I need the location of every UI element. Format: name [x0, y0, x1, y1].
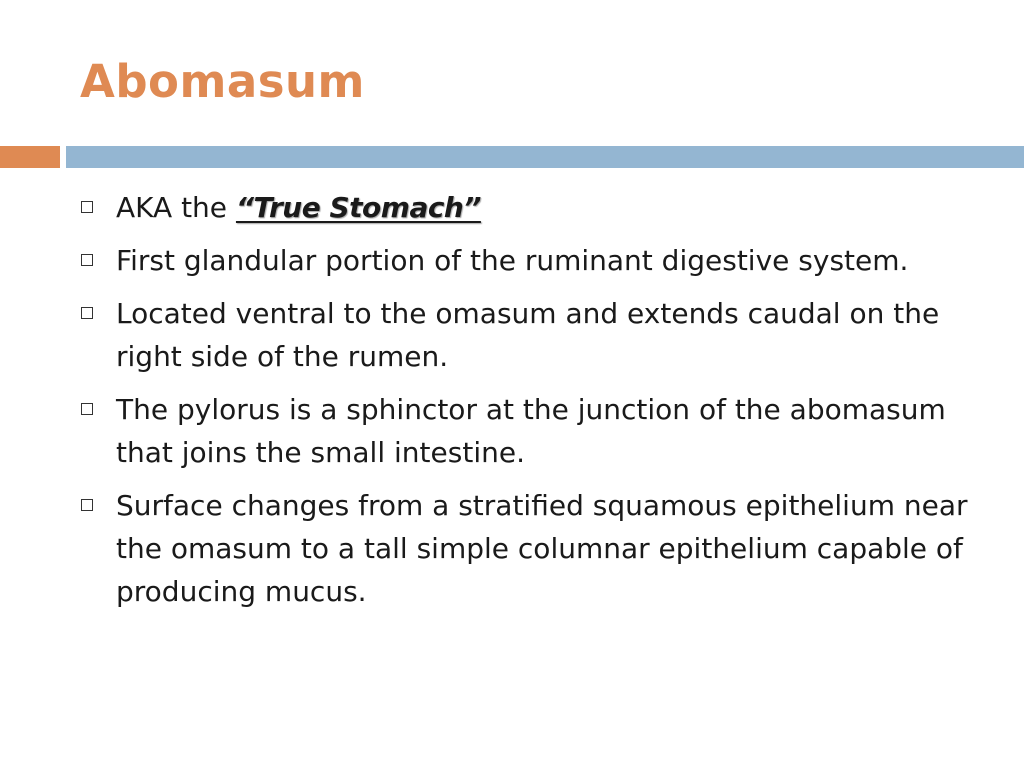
true-stomach-emphasis: “True Stomach” [235, 191, 481, 224]
bullet-list [0, 186, 1024, 623]
bullet-text: First glandular portion of the ruminant digestive system. [116, 244, 909, 277]
bullet-text: The pylorus is a sphinctor at the junction of the abomasum that joins the small intestine. [116, 393, 946, 469]
bullet-text: Located ventral to the omasum and extends caudal on the right side of the rumen. [116, 297, 940, 373]
bullet-item [0, 388, 1024, 474]
slide-title: Abomasum [80, 55, 365, 108]
bullet-item [0, 484, 1024, 613]
bullet-item [0, 239, 1024, 282]
bullet-text: AKA the [116, 191, 236, 224]
title-accent-bar-orange [0, 146, 60, 168]
hollow-square-bullet-icon [81, 403, 93, 415]
hollow-square-bullet-icon [81, 499, 93, 511]
bullet-item [0, 292, 1024, 378]
hollow-square-bullet-icon [81, 201, 93, 213]
bullet-text: Surface changes from a stratified squamous epithelium near the omasum to a tall simple columnar epithelium capable of producing mucus. [116, 489, 968, 608]
hollow-square-bullet-icon [81, 254, 93, 266]
title-accent-bar-blue [66, 146, 1024, 168]
hollow-square-bullet-icon [81, 307, 93, 319]
bullet-item [0, 186, 1024, 229]
